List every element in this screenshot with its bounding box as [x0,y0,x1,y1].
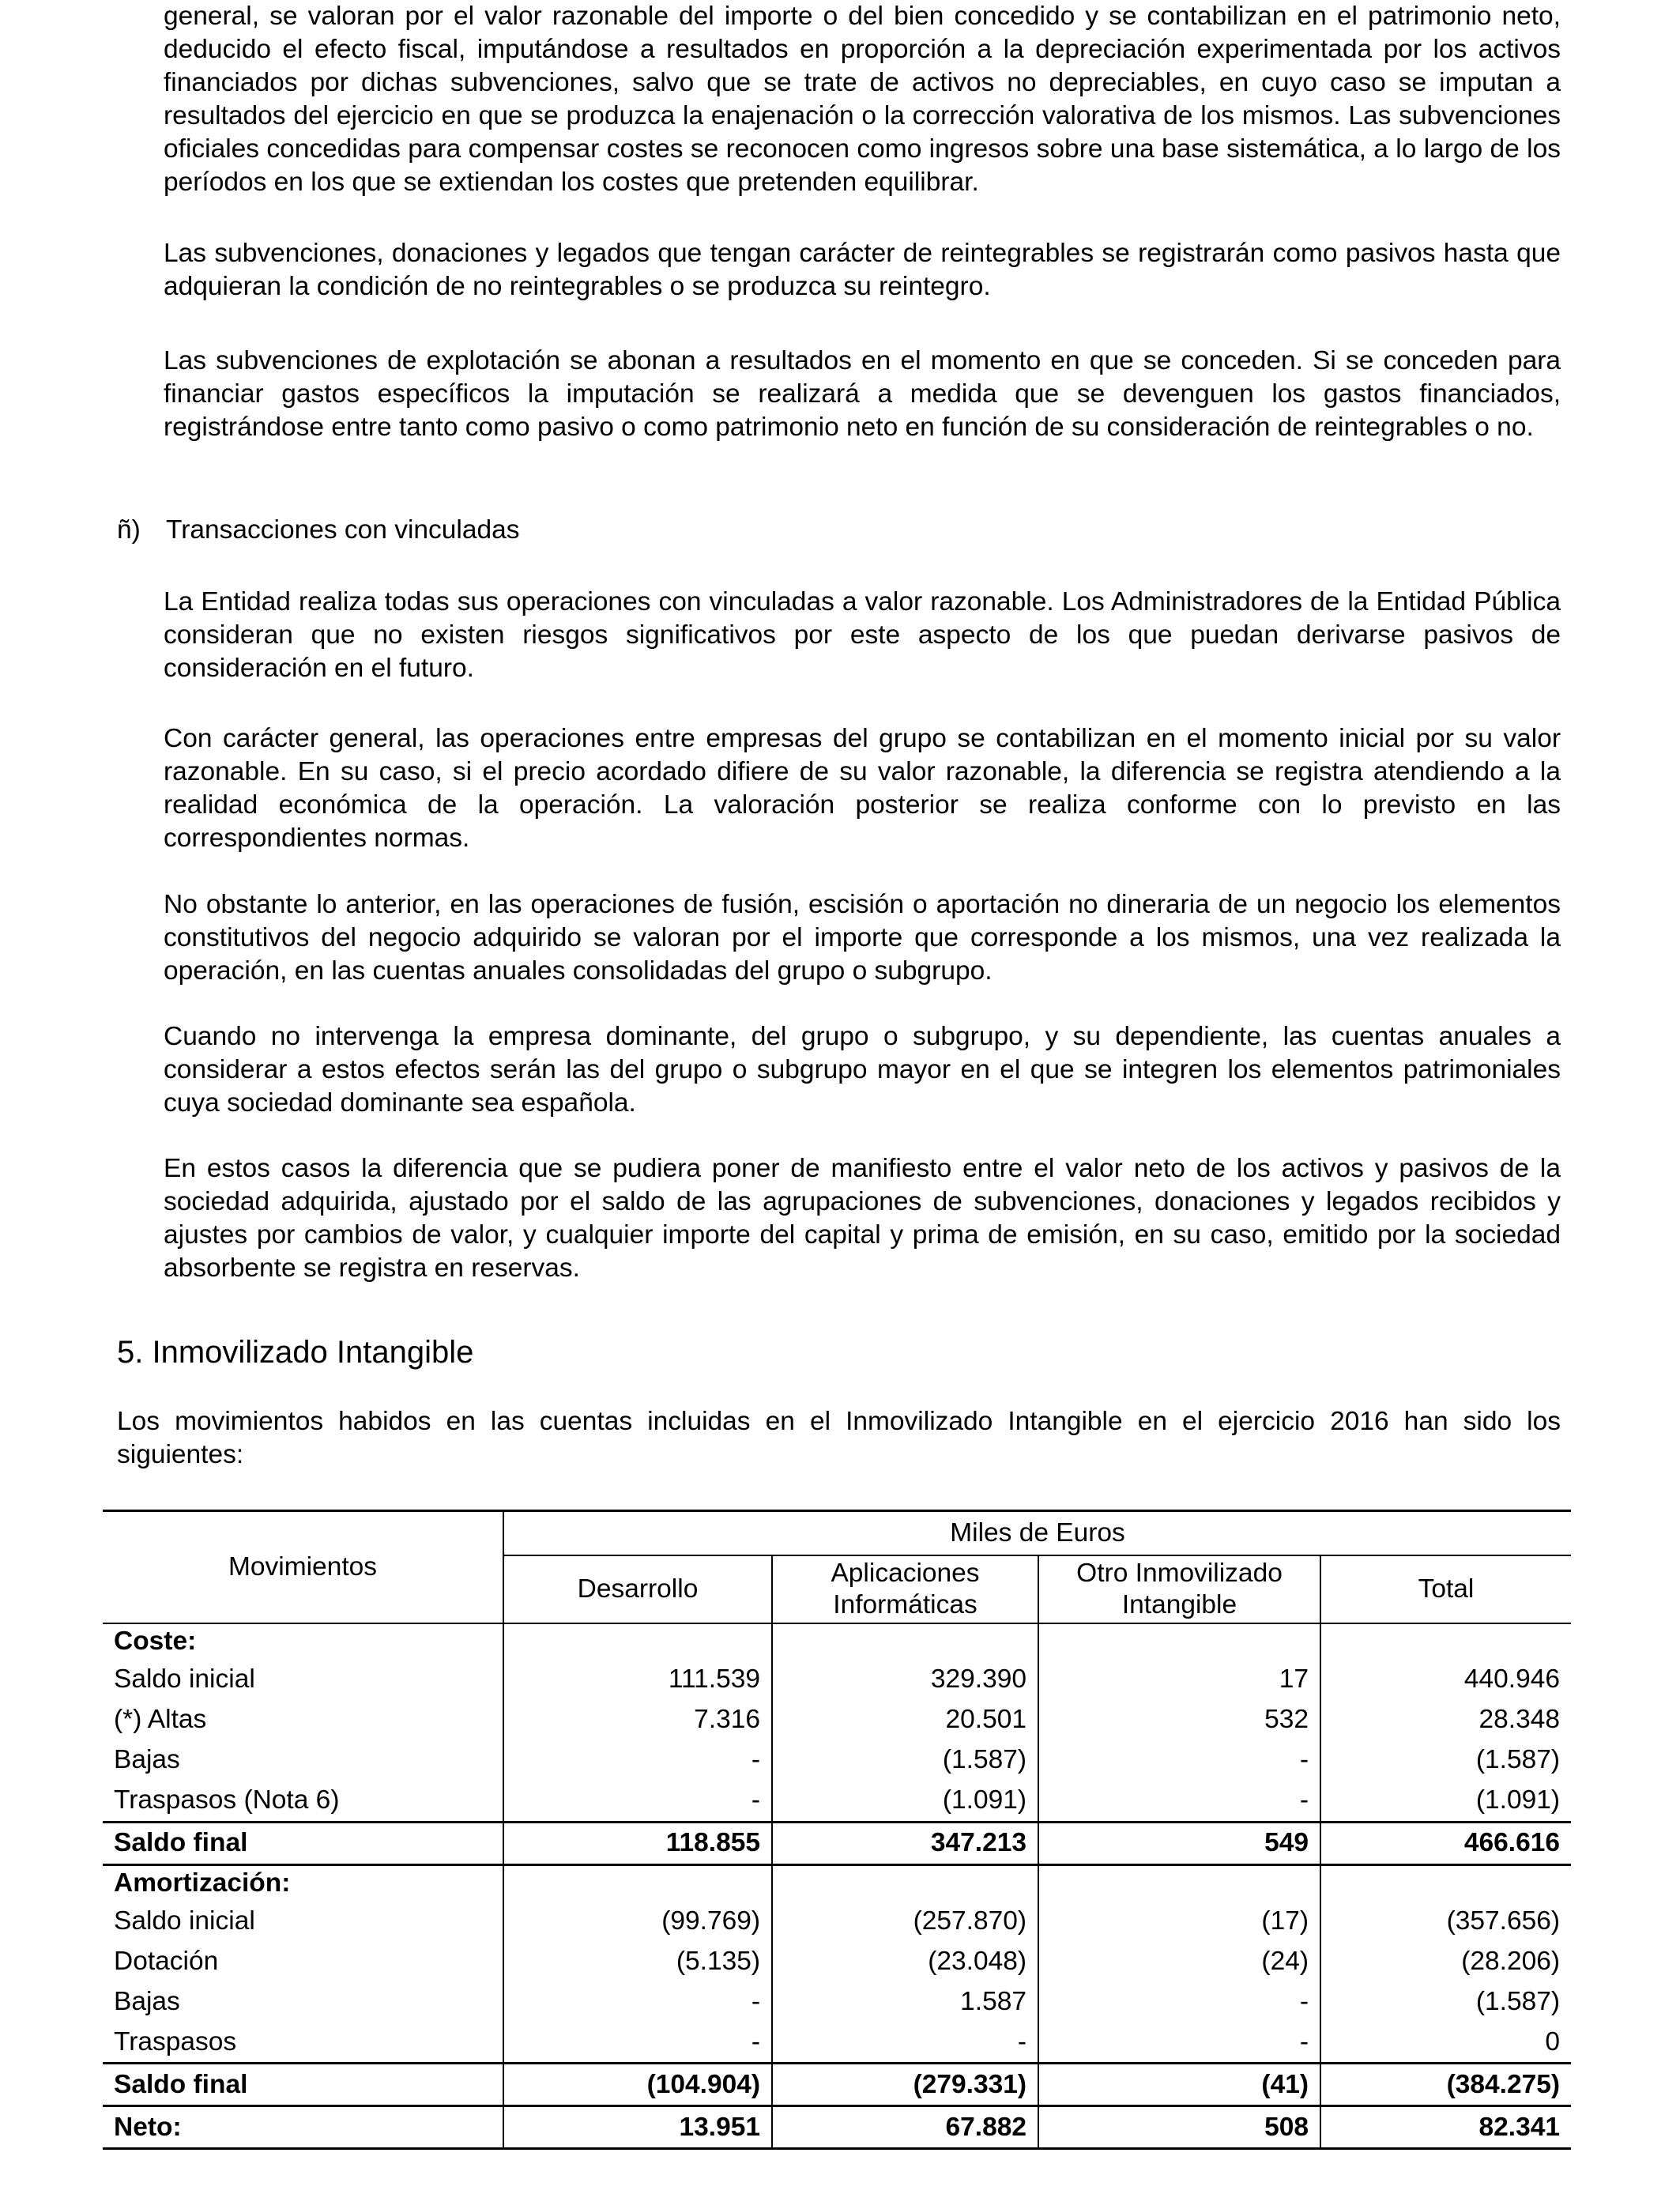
cell-value: 111.539 [503,1660,772,1700]
cell-value: (5.135) [503,1941,772,1981]
cell-value: 549 [1038,1822,1320,1864]
table-row [103,2022,1571,2064]
table-row [103,1901,1571,1941]
header-movimientos: Movimientos [103,1511,503,1623]
header-miles-de-euros: Miles de Euros [503,1511,1571,1555]
cell-value: - [503,1781,772,1823]
cell-value: (1.091) [1320,1781,1571,1823]
cell-value: (104.904) [503,2064,772,2106]
cell-value: - [1038,1781,1320,1823]
row-label: Traspasos [114,2026,237,2056]
paragraph-vinculadas-5: En estos casos la diferencia que se pudiera poner de manifiesto entre el valor neto de los activos y pasivos de la sociedad adquirida, ajustado por el saldo de las agrupaciones de subvenciones, donaciones y legados recibidos y ajustes por cambios de valor, y cualquier importe del capital y prima de emisión, en su caso, emitido por la sociedad absorbente se registra en reservas. [164,1154,1561,1283]
cell-value: (41) [1038,2064,1320,2106]
table-row [103,1781,1571,1823]
cell-value: 17 [1038,1660,1320,1700]
cell-value: (1.587) [772,1740,1038,1781]
table-row [103,1660,1571,1700]
header-aplicaciones: Aplicaciones Informáticas [772,1555,1038,1623]
movements-table [103,1510,1571,2150]
cell-value: 13.951 [503,2106,772,2149]
paragraph-vinculadas-1: La Entidad realiza todas sus operaciones con vinculadas a valor razonable. Los Administradores de la Entidad Pública consideran que no existen riesgos significativos por este aspecto de los que puedan derivarse pasivos de consideración en el futuro. [164,587,1561,683]
cell-value: - [503,1740,772,1781]
cell-value: (1.587) [1320,1981,1571,2022]
cell-value: 466.616 [1320,1822,1571,1864]
cell-value: (24) [1038,1941,1320,1981]
cell-value: 7.316 [503,1700,772,1740]
cell-value: (279.331) [772,2064,1038,2106]
cell-value: (23.048) [772,1941,1038,1981]
cell-value: (384.275) [1320,2064,1571,2106]
cell-value: (257.870) [772,1901,1038,1941]
cell-value: (99.769) [503,1901,772,1941]
cell-value: 508 [1038,2106,1320,2149]
cell-value: 440.946 [1320,1660,1571,1700]
row-label: Saldo inicial [114,1664,255,1694]
table-row [103,1981,1571,2022]
cell-value: - [503,1981,772,2022]
cell-value: (28.206) [1320,1941,1571,1981]
cell-value: 67.882 [772,2106,1038,2149]
paragraph-subvenciones-3: Las subvenciones de explotación se abonan a resultados en el momento en que se conceden. Si se conceden para financiar gastos específicos la imputación se realizará a medida que se devenguen los gastos financiados, registrándose entre tanto como pasivo o como patrimonio neto en función de su consideración de reintegrables o no. [164,346,1561,442]
cell-value: 28.348 [1320,1700,1571,1740]
group-label-amortizacion: Amortización: [114,1868,291,1898]
paragraph-vinculadas-3: No obstante lo anterior, en las operaciones de fusión, escisión o aportación no dineraria de un negocio los elementos constitutivos del negocio adquirido se valoran por el importe que corresponde a los mismos, una vez realizada la operación, en las cuentas anuales consolidadas del grupo o subgrupo. [164,890,1561,986]
section-title: 5. Inmovilizado Intangible [117,1335,474,1370]
table-row-saldo-final-coste [103,1822,1571,1864]
paragraph-vinculadas-4: Cuando no intervenga la empresa dominante, del grupo o subgrupo, y su dependiente, las cuentas anuales a considerar a estos efectos serán las del grupo o subgrupo mayor en el que se integren los elementos patrimoniales cuya sociedad dominante sea española. [164,1022,1561,1118]
cell-value: 118.855 [503,1822,772,1864]
cell-value: - [503,2022,772,2064]
group-label-coste: Coste: [114,1627,197,1656]
table-row [103,1700,1571,1740]
row-label: Bajas [114,1986,180,2016]
cell-value: (1.091) [772,1781,1038,1823]
cell-value: 347.213 [772,1822,1038,1864]
table-row-neto [103,2106,1571,2149]
cell-value: 1.587 [772,1981,1038,2022]
cell-value: (17) [1038,1901,1320,1941]
row-label: Dotación [114,1946,219,1976]
row-label: Saldo inicial [114,1906,255,1936]
row-label: Traspasos (Nota 6) [114,1785,340,1815]
cell-value: - [1038,2022,1320,2064]
row-label: Saldo final [114,1828,248,1857]
cell-value: - [772,2022,1038,2064]
cell-value: 329.390 [772,1660,1038,1700]
row-label: Bajas [114,1745,180,1774]
paragraph-subvenciones-2: Las subvenciones, donaciones y legados que tengan carácter de reintegrables se registrarán como pasivos hasta que adquieran la condición de no reintegrables o se produzca su reintegro. [164,239,1561,301]
subsection-title: Transacciones con vinculadas [166,515,520,545]
cell-value: 82.341 [1320,2106,1571,2149]
cell-value: 20.501 [772,1700,1038,1740]
table-row [103,1941,1571,1981]
cell-value: - [1038,1740,1320,1781]
row-label: Neto: [114,2112,182,2142]
subsection-marker: ñ) [117,515,141,545]
subsection-heading [117,514,520,547]
header-total: Total [1320,1555,1571,1623]
header-desarrollo: Desarrollo [503,1555,772,1623]
row-label: Saldo final [114,2069,248,2099]
paragraph-vinculadas-2: Con carácter general, las operaciones entre empresas del grupo se contabilizan en el momento inicial por su valor razonable. En su caso, si el precio acordado difiere de su valor razonable, la diferencia se registra atendiendo a la realidad económica de la operación. La valoración posterior se realiza conforme con lo previsto en las correspondientes normas. [164,724,1561,853]
row-label: (*) Altas [114,1705,207,1734]
cell-value: (1.587) [1320,1740,1571,1781]
table-row-saldo-final-amortizacion [103,2064,1571,2106]
paragraph-subvenciones-1: general, se valoran por el valor razonable del importe o del bien concedido y se contabilizan en el patrimonio neto, deducido el efecto fiscal, imputándose a resultados en proporción a la depreciación experimentada por los activos financiados por dichas subvenciones, salvo que se trate de activos no depreciables, en cuyo caso se imputan a resultados del ejercicio en que se produzca la enajenación o la corrección valorativa de los mismos. Las subvenciones oficiales concedidas para compensar costes se reconocen como ingresos sobre una base sistemática, a lo largo de los períodos en los que se extiendan los costes que pretenden equilibrar. [164,2,1561,197]
cell-value: (357.656) [1320,1901,1571,1941]
cell-value: 532 [1038,1700,1320,1740]
table-row [103,1740,1571,1781]
section-intro: Los movimientos habidos en las cuentas incluidas en el Inmovilizado Intangible en el ejercicio 2016 han sido los siguientes: [117,1407,1561,1469]
cell-value: 0 [1320,2022,1571,2064]
header-otro-inmovilizado: Otro Inmovilizado Intangible [1038,1555,1320,1623]
cell-value: - [1038,1981,1320,2022]
